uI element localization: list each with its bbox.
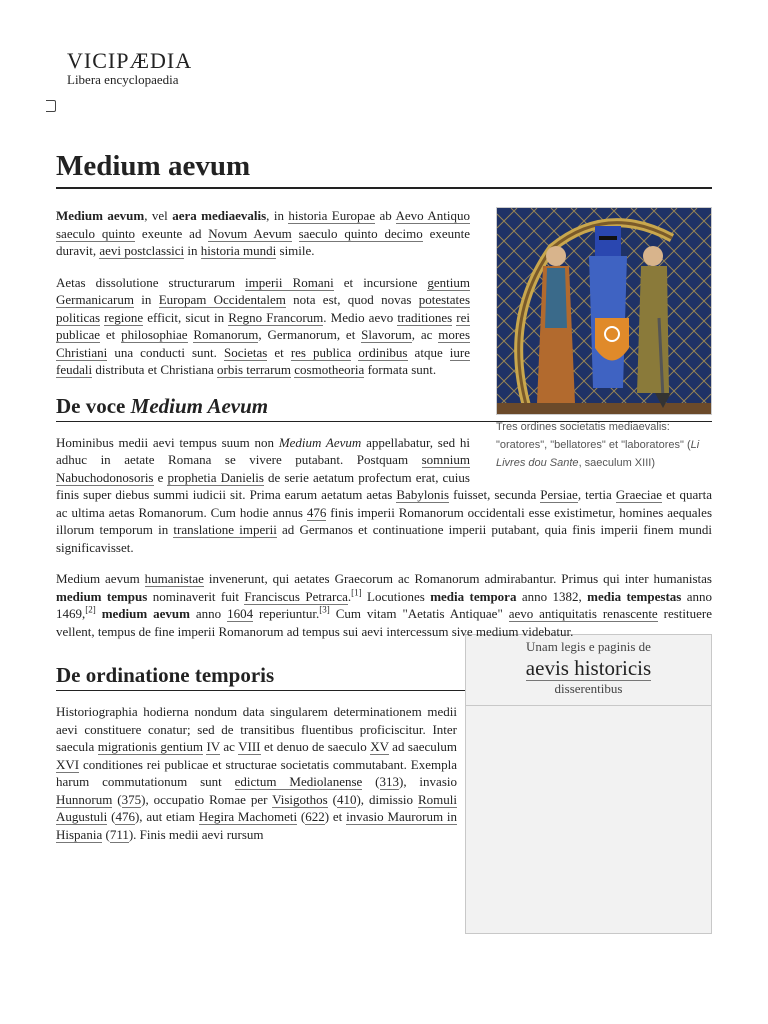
link[interactable]: IV	[206, 739, 220, 754]
page-title: Medium aevum	[56, 150, 251, 182]
link[interactable]: somnium	[421, 452, 470, 467]
link[interactable]: Romuli Augustuli	[56, 791, 457, 824]
paragraph-de-voce: Hominibus medii aevi tempus suum non Medium Aevum appellabatur, sed hi adhuc in aetate Romana se vivere putabant. Postquam somnium Nabuchodonosoris e prophetia Danielis de serie aetatum profectum erat, cuius finis super diebus summi iudicii sit. Prima earum aetatum aetas Babylonis fuisset, secunda Persiae, tertia Graeciae et quarta ac ultima aetas Romanorum. Cum hodie annus 476 finis imperii Romanorum occidentali esse existimetur, homines aequales illorum temporum in translatione imperii ad Germanos et continuatione imperii putabant, quia finis imperii finem mundi significavisset.	[56, 434, 713, 555]
link[interactable]: ordinibus	[358, 344, 408, 360]
link[interactable]: humanistae	[144, 571, 204, 586]
link[interactable]: Visigothos	[272, 791, 328, 807]
link[interactable]: translatione imperii	[173, 522, 277, 537]
link[interactable]: VIII	[238, 739, 261, 754]
link[interactable]: mores	[438, 327, 471, 342]
link[interactable]: imperii Romani	[244, 274, 334, 290]
link[interactable]: Persiae	[540, 487, 578, 502]
navbox-header	[466, 635, 711, 706]
section-heading-de-voce: De voce Medium Aevum	[56, 393, 712, 422]
link[interactable]: traditiones	[397, 309, 453, 325]
link[interactable]: potestates politicas	[56, 292, 470, 325]
link[interactable]: regione	[104, 309, 144, 325]
link[interactable]: Europam Occidentalem	[158, 292, 286, 307]
link[interactable]: orbis terrarum	[217, 362, 292, 377]
link[interactable]: saeculo quinto	[56, 225, 136, 241]
site-logo[interactable]	[67, 50, 192, 88]
paragraph-humanistae: Medium aevum humanistae invenerunt, qui aetates Graecorum ac Romanorum admirabantur. Primus qui inter humanistas medium tempus nominaverit fuit Franciscus Petrarca.[1] Locutiones media tempora anno 1382, media tempestas anno 1469,[2] medium aevum anno 1604 reperiuntur.[3] Cum vitam "Aetatis Antiquae" aevo antiquitatis renascente restituere vellent, tempus de fine imperii Romanorum ad tempus sui aevi intercessum sive medium videbatur.	[56, 571, 712, 639]
link[interactable]: 313	[379, 774, 399, 789]
link[interactable]: 622	[305, 809, 325, 824]
link[interactable]: 410	[336, 791, 357, 807]
link[interactable]: historia mundi	[200, 243, 277, 258]
logo-subtitle: Libera encyclopaedia	[67, 72, 179, 87]
citation-3[interactable]: [3]	[319, 604, 330, 615]
link[interactable]: Babylonis	[396, 487, 450, 502]
link[interactable]: aevo antiquitatis renascente	[508, 606, 658, 621]
figure-caption: Tres ordines societatis mediaevalis: "oratores", "bellatores" et "laboratores" (Li Livres dou Sante, saeculum XIII)	[496, 421, 700, 469]
title-divider	[56, 187, 712, 189]
link[interactable]: rei publicae	[56, 309, 471, 342]
link[interactable]: 1604	[227, 606, 254, 621]
medieval-illumination-image[interactable]	[496, 207, 712, 415]
link[interactable]: Novum Aevum	[208, 225, 292, 241]
link[interactable]: iure feudali	[56, 344, 470, 377]
link[interactable]: Franciscus Petrarca	[244, 588, 348, 604]
link[interactable]: 375	[121, 791, 142, 807]
link[interactable]: invasio Maurorum in Hispania	[56, 809, 457, 842]
link[interactable]: XVI	[56, 756, 80, 772]
navbox-title[interactable]: aevis historicis	[525, 656, 652, 680]
link[interactable]: Romanorum	[193, 327, 259, 342]
paragraph-dissolution: Aetas dissolutione structurarum imperii Romani et incursione gentium Germanicarum in Europam Occidentalem nota est, quod novas potestates politicas regione efficit, sicut in Regno Francorum. Medio aevo traditiones rei publicae et philosophiae Romanorum, Germanorum, et Slavorum, ac mores Christiani una conducti sunt. Societas et res publica ordinibus atque iure feudali distributa et Christiana orbis terrarum cosmotheoria formata sunt.	[56, 274, 471, 377]
link[interactable]: edictum Mediolanense	[234, 774, 363, 789]
link[interactable]: Aevo Antiquo	[395, 208, 470, 223]
link[interactable]: Hunnorum	[56, 791, 113, 807]
navbox-aevis-historicis	[465, 634, 712, 934]
citation-1[interactable]: [1]	[351, 587, 362, 598]
paragraph-de-ordinatione: Historiographia hodierna nondum data singularem determinationem medii aevi constituere conatur; sed de transitibus fluentibus proficiscitur. Inter saecula migrationis gentium IV ac VIII et denuo de saeculo XV ad saeculum XVI conditiones rei publicae et structurae societatis commutabant. Exempla harum commutationum sunt edictum Mediolanense (313), invasio Hunnorum (375), occupatio Romae per Visigothos (410), dimissio Romuli Augustuli (476), aut etiam Hegira Machometi (622) et invasio Maurorum in Hispania (711). Finis medii aevi rursum	[56, 704, 457, 842]
link[interactable]: 476	[115, 809, 135, 824]
citation-2[interactable]: [2]	[85, 604, 96, 615]
link[interactable]: 476	[306, 504, 327, 520]
link[interactable]: Slavorum	[361, 327, 412, 342]
link[interactable]: prophetia Danielis	[167, 469, 264, 485]
menu-icon[interactable]	[46, 100, 56, 112]
navbox-post: disserentibus	[554, 681, 623, 696]
navbox-pre: Unam legis e paginis de	[526, 639, 651, 654]
link[interactable]: Hegira Machometi	[198, 809, 298, 824]
section-heading-de-ordinatione: De ordinatione temporis	[56, 662, 712, 691]
link[interactable]: migrationis gentium	[97, 739, 203, 754]
link[interactable]: Regno Francorum	[228, 309, 324, 325]
figure-three-orders	[496, 207, 712, 472]
link[interactable]: aevi postclassici	[99, 243, 185, 258]
link[interactable]: saeculo quinto decimo	[298, 225, 423, 241]
link[interactable]: Nabuchodonosoris	[56, 469, 154, 485]
link[interactable]: Societas	[223, 344, 268, 360]
link[interactable]: cosmotheoria	[294, 362, 365, 377]
link[interactable]: Christiani	[56, 344, 108, 360]
link[interactable]: 711	[109, 826, 129, 842]
link[interactable]: res publica	[290, 344, 352, 360]
link[interactable]: Graeciae	[615, 487, 663, 502]
logo-title: VICIPÆDIA	[67, 48, 193, 73]
link[interactable]: historia Europae	[288, 208, 376, 223]
link[interactable]: gentium Germanicarum	[56, 274, 470, 307]
link[interactable]: XV	[370, 739, 389, 754]
paragraph-intro: Medium aevum, vel aera mediaevalis, in historia Europae ab Aevo Antiquo saeculo quinto exeunte ad Novum Aevum saeculo quinto decimo exeunte duravit, aevi postclassici in historia mundi simile.	[56, 208, 471, 258]
link[interactable]: philosophiae	[121, 327, 188, 342]
article-body	[56, 207, 712, 934]
